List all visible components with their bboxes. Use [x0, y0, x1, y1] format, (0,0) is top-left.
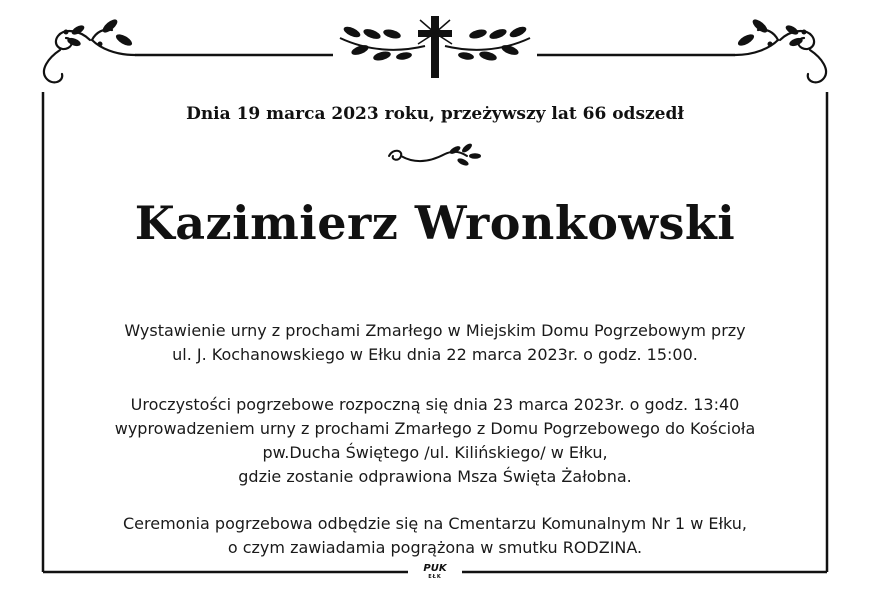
paragraph-ceremony [40, 393, 830, 489]
text-line: gdzie zostanie odprawiona Msza Święta Żałobna. [238, 467, 632, 486]
paragraph-viewing [40, 319, 830, 367]
puk-logo [413, 563, 457, 581]
paragraph-burial [40, 512, 830, 560]
text-line: o czym zawiadamia pogrążona w smutku RODZINA. [227, 538, 643, 557]
deceased-name: Kazimierz Wronkowski [134, 196, 736, 250]
top-ornament [0, 0, 870, 95]
text-line: Ceremonia pogrzebowa odbędzie się na Cmentarzu Komunalnym Nr 1 w Ełku, [122, 514, 748, 533]
logo-sub-text: EŁK [428, 574, 442, 580]
text-line: pw.Ducha Świętego /ul. Kilińskiego/ w Ełku, [262, 443, 608, 462]
flourish-divider-icon [385, 142, 485, 174]
death-date-headline: Dnia 19 marca 2023 roku, przeżywszy lat 66 odszedł [186, 104, 684, 124]
text-line: wyprowadzeniem urny z prochami Zmarłego z Domu Pogrzebowego do Kościoła [114, 419, 756, 438]
laurel-branch-icon [340, 25, 425, 63]
text-line: Uroczystości pogrzebowe rozpoczną się dnia 23 marca 2023r. o godz. 13:40 [130, 395, 740, 414]
logo-main-text: PUK [423, 563, 447, 574]
text-line: ul. J. Kochanowskiego w Ełku dnia 22 marca 2023r. o godz. 15:00. [172, 345, 698, 364]
text-line: Wystawienie urny z prochami Zmarłego w Miejskim Domu Pogrzebowym przy [124, 321, 746, 340]
